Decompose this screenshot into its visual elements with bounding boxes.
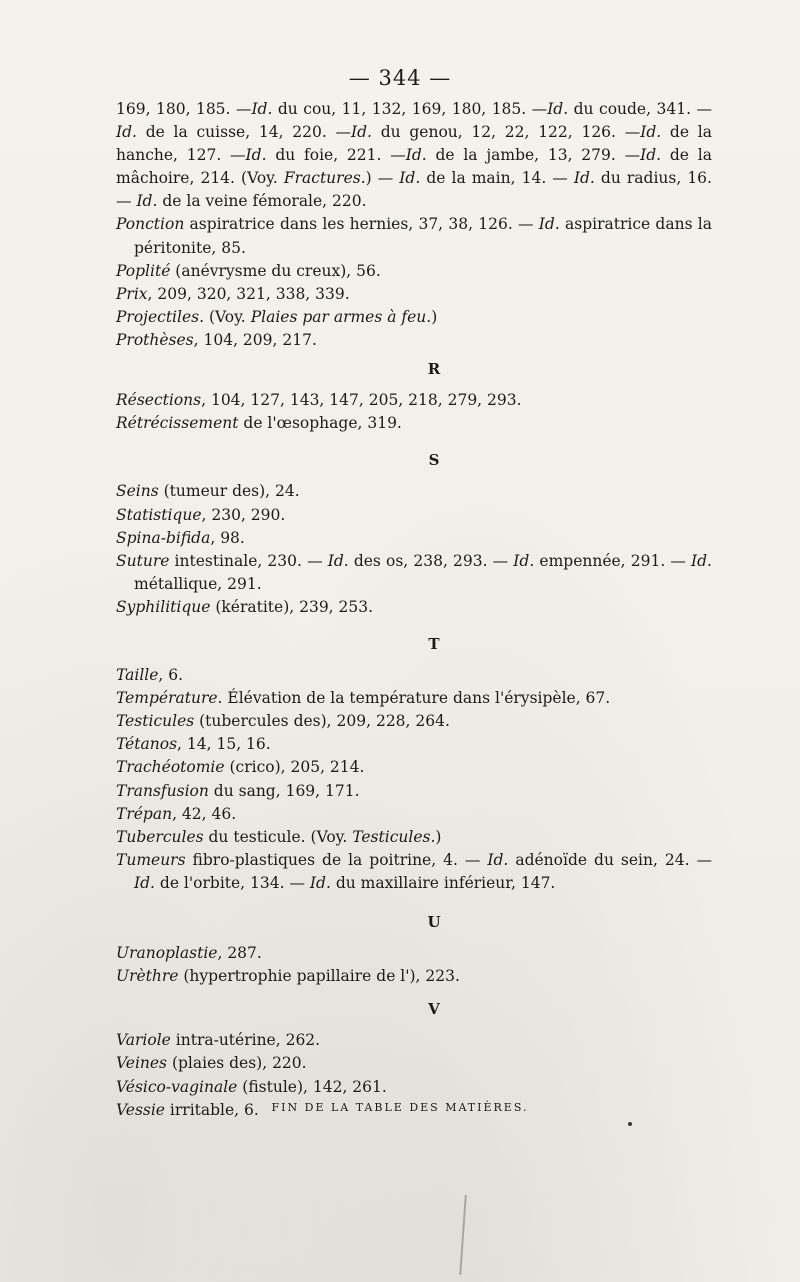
index-entry-prix [116, 283, 712, 306]
entry-text: aspiratrice dans la péritonite, 85. [134, 215, 712, 257]
entry-text: (crico), 205, 214. [224, 758, 365, 777]
entry-term: Seins [116, 482, 159, 501]
entry-id: Id. [245, 146, 267, 165]
entry-id: Id. [547, 100, 569, 118]
entry-term: Trépan [116, 804, 173, 823]
entry-text: aspiratrice dans les hernies, 37, 38, 126. — [184, 215, 534, 234]
entry-ref: Testicules. [352, 827, 436, 846]
end-of-table-footer: FIN DE LA TABLE DES MATIÈRES. [271, 1101, 529, 1114]
entry-text: irritable, 6. [164, 1100, 259, 1119]
entry-text: du testicule. (Voy. [203, 827, 348, 846]
section-letter-t: T [428, 634, 440, 653]
entry-text: 169, 180, 185. — [116, 100, 252, 118]
index-entry-urethre [116, 965, 712, 988]
entry-text: fibro-plastiques de la poitrine, 4. — [185, 850, 481, 869]
entry-id: Id. [251, 100, 273, 118]
entry-term: Suture [116, 551, 170, 570]
entry-text: de [661, 146, 689, 165]
index-entry-projectiles [116, 306, 712, 329]
section-letter-s: S [428, 451, 440, 470]
entry-text: du maxillaire inférieur, 147. [330, 873, 556, 892]
entry-text: de la jambe, 13, 279. — [426, 146, 641, 165]
index-entry-suture [116, 550, 712, 596]
entry-text: du sang, 169, 171. [208, 781, 360, 800]
entry-term: Spina-bifida [116, 528, 211, 547]
entry-id: Id. [309, 873, 331, 892]
entry-term: Veines [116, 1054, 168, 1073]
index-entry-veines [116, 1052, 712, 1075]
index-entry-vesico-vaginale [116, 1076, 712, 1099]
entry-text: adénoïde du sein, 24. — [508, 850, 712, 869]
paper-mark [459, 1195, 467, 1275]
entry-text: métallique, 291. [134, 574, 262, 593]
entry-text: — [696, 100, 712, 118]
entry-text: de l'orbite, 134. — [154, 873, 305, 892]
index-entry-continued [116, 98, 712, 213]
entry-term: Tumeurs [116, 850, 186, 869]
entry-text: , 42, 46. [172, 804, 237, 823]
entry-id: Id. [487, 850, 509, 869]
entry-text: , 6. [158, 666, 184, 685]
page-number: — 344 — [348, 66, 452, 90]
index-entry-variole [116, 1029, 712, 1052]
entry-text: du foie, 221. — [266, 146, 406, 165]
index-entry-retrecissement [116, 412, 712, 435]
index-entry-tumeurs [116, 849, 712, 895]
ink-speck [628, 1122, 632, 1126]
entry-text: . (Voy. [199, 307, 246, 326]
section-letter-u: U [427, 913, 441, 931]
entry-text: , 14, 15, 16. [177, 735, 271, 754]
index-entry-statistique [116, 504, 712, 527]
entry-id: Id. [116, 123, 137, 142]
entry-text: ) [435, 827, 442, 846]
entry-text: la mâchoire, 214. (Voy. [116, 146, 712, 188]
index-entry-syphilitique [116, 596, 712, 619]
entry-term: Transfusion [116, 781, 209, 800]
entry-text: (hypertrophie papillaire de l'), 223. [178, 967, 460, 986]
entry-term: Tubercules [116, 827, 204, 846]
index-entry-resections [116, 389, 712, 412]
index-entry-protheses [116, 329, 712, 352]
entry-text: , 98. [210, 528, 245, 547]
entry-term: Vessie [116, 1100, 165, 1119]
entry-ref: Plaies par armes à feu. [250, 307, 432, 326]
entry-text: ) — [365, 169, 394, 188]
entry-term: Tétanos [116, 735, 178, 754]
entry-term: Température [116, 689, 218, 708]
entry-text: de la veine fémorale, 220. [157, 192, 367, 211]
entry-text: radius, 16. — [116, 169, 712, 211]
entry-term: Syphilitique [116, 597, 211, 616]
entry-text: intestinale, 230. — [169, 551, 323, 570]
index-entry-testicules [116, 710, 712, 733]
index-entry-transfusion [116, 780, 712, 803]
entry-term: Statistique [116, 505, 202, 524]
entry-id: Id. [351, 123, 372, 142]
index-entry-poplite [116, 260, 712, 283]
entry-id: Id. [513, 551, 535, 570]
entry-text: (tumeur des), 24. [158, 482, 300, 501]
entry-term: Uranoplastie [116, 944, 218, 963]
entry-id: Id. [399, 169, 421, 188]
index-entry-taille [116, 664, 712, 687]
entry-text: du genou, 12, 22, 122, 126. — [371, 123, 641, 142]
entry-text: de [661, 123, 690, 142]
entry-text: (plaies des), 220. [167, 1054, 307, 1073]
entry-text: la hanche, 127. — [116, 123, 712, 165]
entry-text: , 209, 320, 321, 338, 339. [147, 284, 350, 303]
index-entry-tracheotomie [116, 756, 712, 779]
entry-text: , 104, 127, 143, 147, 205, 218, 279, 293. [201, 391, 522, 410]
entry-term: Vésico-vaginale [116, 1077, 238, 1096]
entry-text: . Élévation de la température dans l'érysipèle, 67. [217, 689, 611, 708]
entry-term: Variole [116, 1031, 171, 1050]
entry-text: , 230, 290. [201, 505, 286, 524]
entry-text: de la main, 14. — [420, 169, 568, 188]
entry-text: , 104, 209, 217. [193, 330, 317, 349]
entry-text: (fistule), 142, 261. [237, 1077, 387, 1096]
entry-term: Prothèses [116, 330, 194, 349]
index-entry-tetanos [116, 733, 712, 756]
index-entry-ponction [116, 213, 712, 259]
entry-text: (tubercules des), 209, 228, 264. [194, 712, 450, 731]
entry-id: Id. [405, 146, 427, 165]
entry-id: Id. [640, 146, 662, 165]
index-entry-temperature [116, 687, 712, 710]
entry-text: des os, 238, 293. — [348, 551, 509, 570]
entry-text: empennée, 291. — [534, 551, 686, 570]
entry-term: Résections [116, 391, 202, 410]
index-entry-tubercules [116, 826, 712, 849]
entry-id: Id. [327, 551, 349, 570]
entry-id: Id. [538, 215, 560, 234]
entry-id: Id. [573, 169, 595, 188]
entry-term: Urèthre [116, 967, 179, 986]
entry-term: Ponction [116, 215, 185, 234]
section-letter-v: V [428, 1000, 440, 1019]
entry-id: Id. [691, 551, 712, 570]
entry-term: Testicules [116, 712, 195, 731]
entry-text: de la cuisse, 14, 220. — [136, 123, 351, 142]
entry-term: Rétrécissement [116, 414, 239, 433]
entry-text: (anévrysme du creux), 56. [170, 261, 381, 280]
entry-term: Projectiles [116, 307, 200, 326]
entry-text: , 287. [217, 944, 262, 963]
index-entry-seins [116, 480, 712, 503]
entry-term: Poplité [116, 261, 171, 280]
entry-text: ) [431, 307, 438, 326]
index-content [116, 98, 712, 1122]
entry-text: du [594, 169, 621, 188]
index-entry-spina-bifida [116, 527, 712, 550]
entry-term: Prix [116, 284, 148, 303]
entry-text: du coude, 341. [568, 100, 692, 118]
index-entry-uranoplastie [116, 942, 712, 965]
entry-text: intra-utérine, 262. [170, 1031, 321, 1050]
entry-ref: Fractures. [283, 169, 366, 188]
entry-id: Id. [134, 873, 155, 892]
section-letter-r: R [427, 360, 441, 379]
entry-id: Id. [136, 192, 158, 211]
entry-text: de l'œsophage, 319. [238, 414, 402, 433]
entry-text: (kératite), 239, 253. [210, 597, 374, 616]
entry-term: Trachéotomie [116, 758, 225, 777]
entry-id: Id. [640, 123, 662, 142]
entry-text: du cou, 11, 132, 169, 180, 185. — [272, 100, 548, 118]
index-entry-trepan [116, 803, 712, 826]
entry-term: Taille [116, 666, 159, 685]
